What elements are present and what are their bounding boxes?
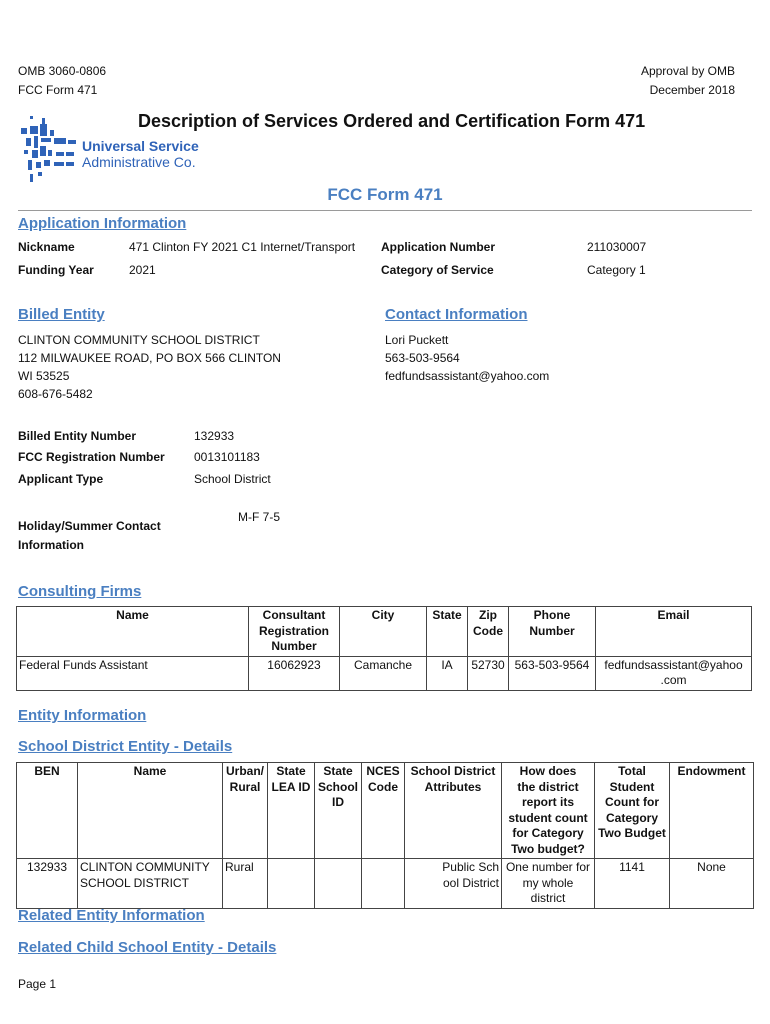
table-row xyxy=(17,859,754,909)
applicant-type-value: School District xyxy=(194,472,271,486)
funding-year-value: 2021 xyxy=(129,263,156,277)
consultant-reg: 16062923 xyxy=(249,656,340,690)
consultant-city: Camanche xyxy=(340,656,427,690)
col-attributes: School District Attributes xyxy=(405,763,502,859)
usac-logo xyxy=(16,116,216,186)
billed-entity-address-1: 112 MILWAUKEE ROAD, PO BOX 566 CLINTON xyxy=(18,351,281,365)
funding-year-label: Funding Year xyxy=(18,263,94,277)
district-state-school-id xyxy=(315,859,362,909)
district-name: CLINTON COMMUNITY SCHOOL DISTRICT xyxy=(78,859,223,909)
holiday-contact-label: Holiday/Summer Contact Information xyxy=(18,519,161,552)
form-number: FCC Form 471 xyxy=(18,83,98,97)
header-right xyxy=(641,62,735,100)
header-left xyxy=(18,62,106,100)
page-number: Page 1 xyxy=(18,977,57,991)
ben-value: 132933 xyxy=(194,429,235,443)
col-state-lea-id: State LEA ID xyxy=(268,763,315,859)
table-header-row xyxy=(17,607,752,657)
col-name: Name xyxy=(17,607,249,657)
usac-logo-text xyxy=(82,138,199,170)
table-row xyxy=(17,656,752,690)
col-name: Name xyxy=(78,763,223,859)
col-nces-code: NCES Code xyxy=(362,763,405,859)
fcc-registration-label: FCC Registration Number xyxy=(18,450,165,464)
district-state-lea-id xyxy=(268,859,315,909)
usac-logo-mark-icon xyxy=(16,116,78,186)
application-number-label: Application Number xyxy=(381,240,496,254)
form-title: FCC Form 471 xyxy=(327,185,443,204)
nickname-value: 471 Clinton FY 2021 C1 Internet/Transport xyxy=(129,240,356,254)
consultant-zip: 52730 xyxy=(468,656,509,690)
billed-entity-address-2: WI 53525 xyxy=(18,369,70,383)
contact-email: fedfundsassistant@yahoo.com xyxy=(385,369,550,383)
category-value: Category 1 xyxy=(587,263,646,277)
application-info-heading: Application Information xyxy=(18,215,187,232)
fcc-registration-value: 0013101183 xyxy=(194,450,260,464)
billed-entity-heading: Billed Entity xyxy=(18,306,105,323)
col-ben: BEN xyxy=(17,763,78,859)
entity-info-heading: Entity Information xyxy=(18,707,147,724)
approval-date: December 2018 xyxy=(649,83,735,97)
nickname-label: Nickname xyxy=(18,240,75,254)
divider xyxy=(18,210,752,211)
school-district-table xyxy=(16,762,754,909)
col-state: State xyxy=(427,607,468,657)
col-city: City xyxy=(340,607,427,657)
billed-entity-phone: 608-676-5482 xyxy=(18,387,93,401)
application-number-value: 211030007 xyxy=(587,240,647,254)
district-nces-code xyxy=(362,859,405,909)
omb-number: OMB 3060-0806 xyxy=(18,64,107,78)
col-endowment: Endowment xyxy=(670,763,754,859)
consultant-phone: 563-503-9564 xyxy=(509,656,596,690)
billed-entity-name: CLINTON COMMUNITY SCHOOL DISTRICT xyxy=(18,333,260,347)
consultant-email: fedfundsassistant@yahoo .com xyxy=(596,656,752,690)
omb-approval: Approval by OMB xyxy=(640,64,735,78)
consulting-firms-table xyxy=(16,606,752,691)
col-email: Email xyxy=(596,607,752,657)
col-total-student-count: Total Student Count for Category Two Budget xyxy=(595,763,670,859)
contact-details xyxy=(385,331,549,385)
district-ben: 132933 xyxy=(17,859,78,909)
document-title: Description of Services Ordered and Certification Form 471 xyxy=(138,111,646,131)
contact-name: Lori Puckett xyxy=(385,333,449,347)
ben-label: Billed Entity Number xyxy=(18,429,137,443)
col-state-school-id: State School ID xyxy=(315,763,362,859)
district-attributes: Public Sch ool District xyxy=(405,859,502,909)
related-child-heading: Related Child School Entity - Details xyxy=(18,939,277,956)
holiday-contact-value: M-F 7-5 xyxy=(238,510,280,524)
col-student-count-method: How does the district report its student count for Category Two budget? xyxy=(502,763,595,859)
contact-info-heading: Contact Information xyxy=(385,306,528,323)
logo-line-1: Universal Service xyxy=(82,138,199,154)
district-total-count: 1141 xyxy=(595,859,670,909)
applicant-type-label: Applicant Type xyxy=(18,472,104,486)
table-header-row xyxy=(17,763,754,859)
consultant-name: Federal Funds Assistant xyxy=(17,656,249,690)
consultant-state: IA xyxy=(427,656,468,690)
billed-entity-address xyxy=(18,331,281,403)
col-phone: Phone Number xyxy=(509,607,596,657)
logo-line-2: Administrative Co. xyxy=(82,154,196,170)
school-district-heading: School District Entity - Details xyxy=(18,738,233,755)
col-urban-rural: Urban/ Rural xyxy=(223,763,268,859)
col-zip: Zip Code xyxy=(468,607,509,657)
col-registration: Consultant Registration Number xyxy=(249,607,340,657)
district-urban-rural: Rural xyxy=(223,859,268,909)
category-label: Category of Service xyxy=(381,263,494,277)
related-entity-heading: Related Entity Information xyxy=(18,907,205,924)
consulting-firms-heading: Consulting Firms xyxy=(18,583,142,600)
contact-phone: 563-503-9564 xyxy=(385,351,460,365)
district-endowment: None xyxy=(670,859,754,909)
district-count-method: One number for my whole district xyxy=(502,859,595,909)
